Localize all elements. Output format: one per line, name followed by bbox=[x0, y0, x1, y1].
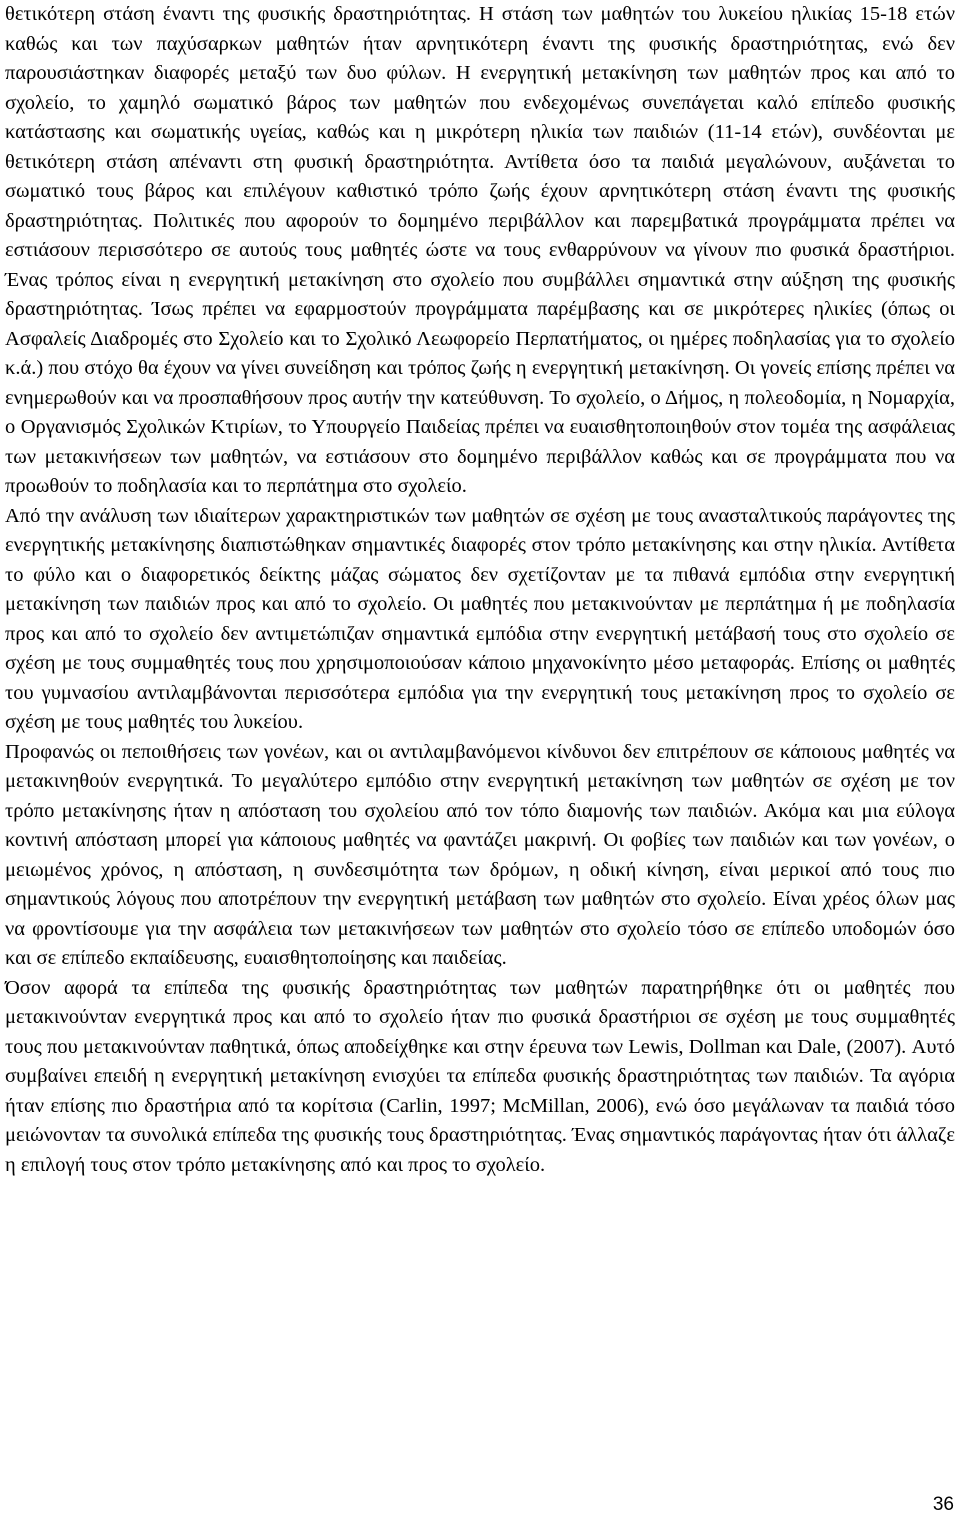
document-body bbox=[5, 0, 955, 1180]
paragraph-conclusions: θετικότερη στάση έναντι της φυσικής δραστηριότητας. Η στάση των μαθητών του λυκείου ηλικίας 15-18 ετών καθώς και των παχύσαρκων μαθητών ήταν αρνητικότερη έναντι της φυσικής δραστηριότητας, ενώ δεν παρουσιάστηκαν διαφορές μεταξύ των δυο φύλων. Η ενεργητική μετακίνηση των μαθητών προς και από το σχολείο, το χαμηλό σωματικό βάρος των μαθητών που ενδεχομένως συνεπάγεται καλό επίπεδο φυσικής κατάστασης και σωματικής υγείας, καθώς και η μικρότερη ηλικία των παιδιών (11-14 ετών), συνδέονται με θετικότερη στάση απέναντι στη φυσική δραστηριότητα. Αντίθετα όσο τα παιδιά μεγαλώνουν, αυξάνεται το σωματικό τους βάρος και επιλέγουν καθιστικό τρόπο ζωής έχουν αρνητικότερη στάση έναντι της φυσικής δραστηριότητας. Πολιτικές που αφορούν το δομημένο περιβάλλον και παρεμβατικά προγράμματα πρέπει να εστιάσουν περισσότερο σε αυτούς τους μαθητές ώστε να τους ενθαρρύνουν να γίνουν πιο φυσικά δραστήριοι. Ένας τρόπος είναι η ενεργητική μετακίνηση στο σχολείο που συμβάλλει σημαντικά στην αύξηση της φυσικής δραστηριότητας. Ίσως πρέπει να εφαρμοστούν προγράμματα παρέμβασης και σε μικρότερες ηλικίες (όπως οι Ασφαλείς Διαδρομές στο Σχολείο και το Σχολικό Λεωφορείο Περπατήματος, οι ημέρες ποδηλασίας για το σχολείο κ.ά.) που στόχο θα έχουν να γίνει συνείδηση και τρόπος ζωής η ενεργητική μετακίνηση. Οι γονείς επίσης πρέπει να ενημερωθούν και να προσπαθήσουν προς αυτήν την κατεύθυνση. Το σχολείο, ο Δήμος, η πολεοδομία, η Νομαρχία, ο Οργανισμός Σχολικών Κτιρίων, το Υπουργείο Παιδείας πρέπει να ευαισθητοποιηθούν στον τομέα της ασφάλειας των μετακινήσεων των μαθητών, να εστιάσουν στο δομημένο περιβάλλον καθώς και σε προγράμματα που να προωθούν το ποδηλασία και το περπάτημα στο σχολείο. bbox=[5, 3, 955, 497]
paragraph-physical-activity: Όσον αφορά τα επίπεδα της φυσικής δραστηριότητας των μαθητών παρατηρήθηκε ότι οι μαθητές που μετακινούνταν ενεργητικά προς και από το σχολείο ήταν πιο φυσικά δραστήριοι σε σχέση με τους συμμαθητές τους που μετακινούνταν παθητικά, όπως αποδείχθηκε και στην έρευνα των Lewis, Dollman και Dale, (2007). Αυτό συμβαίνει επειδή η ενεργητική μετακίνηση ενισχύει τα επίπεδα φυσικής δραστηριότητας των παιδιών. Τα αγόρια ήταν επίσης πιο δραστήρια από τα κορίτσια (Carlin, 1997; McMillan, 2006), ενώ όσο μεγάλωναν τα παιδιά τόσο μειώνονταν τα συνολικά επίπεδα της φυσικής τους δραστηριότητας. Ένας σημαντικός παράγοντας ήταν ότι άλλαζε η επιλογή τους στον τρόπο μετακίνησης από και προς το σχολείο. bbox=[5, 976, 955, 1176]
page-number: 36 bbox=[932, 1494, 954, 1515]
paragraph-barriers: Από την ανάλυση των ιδιαίτερων χαρακτηριστικών των μαθητών σε σχέση με τους ανασταλτικούς παράγοντες της ενεργητικής μετακίνησης διαπιστώθηκαν σημαντικές διαφορές στον τρόπο μετακίνησης και στην ηλικία. Αντίθετα το φύλο και ο διαφορετικός δείκτης μάζας σώματος δεν σχετίζονταν με τα πιθανά εμπόδια στην ενεργητική μετακίνηση των παιδιών προς και από το σχολείο. Οι μαθητές που μετακινούνταν με περπάτημα ή με ποδηλασία προς και από το σχολείο δεν αντιμετώπιζαν σημαντικά εμπόδια στην ενεργητική μετάβασή τους στο σχολείο σε σχέση με τους συμμαθητές τους που χρησιμοποιούσαν κάποιο μηχανοκίνητο μέσο μεταφοράς. Επίσης οι μαθητές του γυμνασίου αντιλαμβάνονται περισσότερα εμπόδια για την ενεργητική τους μετακίνηση προς το σχολείο σε σχέση με τους μαθητές του λυκείου. bbox=[5, 504, 955, 733]
paragraph-parents-beliefs: Προφανώς οι πεποιθήσεις των γονέων, και οι αντιλαμβανόμενοι κίνδυνοι δεν επιτρέπουν σε κάποιους μαθητές να μετακινηθούν ενεργητικά. Το μεγαλύτερο εμπόδιο στην ενεργητική μετακίνηση των μαθητών σε σχέση με τον τρόπο μετακίνησης ήταν η απόσταση του σχολείου από τον τόπο διαμονής των παιδιών. Ακόμα και μια εύλογα κοντινή απόσταση μπορεί για κάποιους μαθητές να φαντάζει μακρινή. Οι φοβίες των παιδιών και των γονέων, ο μειωμένος χρόνος, η απόσταση, η συνδεσιμότητα των δρόμων, η οδική κίνηση, είναι μερικοί από τους πιο σημαντικούς λόγους που αποτρέπουν την ενεργητική μετάβαση των μαθητών στο σχολείο. Είναι χρέος όλων μας να φροντίσουμε για την ασφάλεια των μετακινήσεων των μαθητών στο σχολείο τόσο σε επίπεδο υποδομών όσο και σε επίπεδο εκπαίδευσης, ευαισθητοποίησης και παιδείας. bbox=[5, 740, 955, 969]
